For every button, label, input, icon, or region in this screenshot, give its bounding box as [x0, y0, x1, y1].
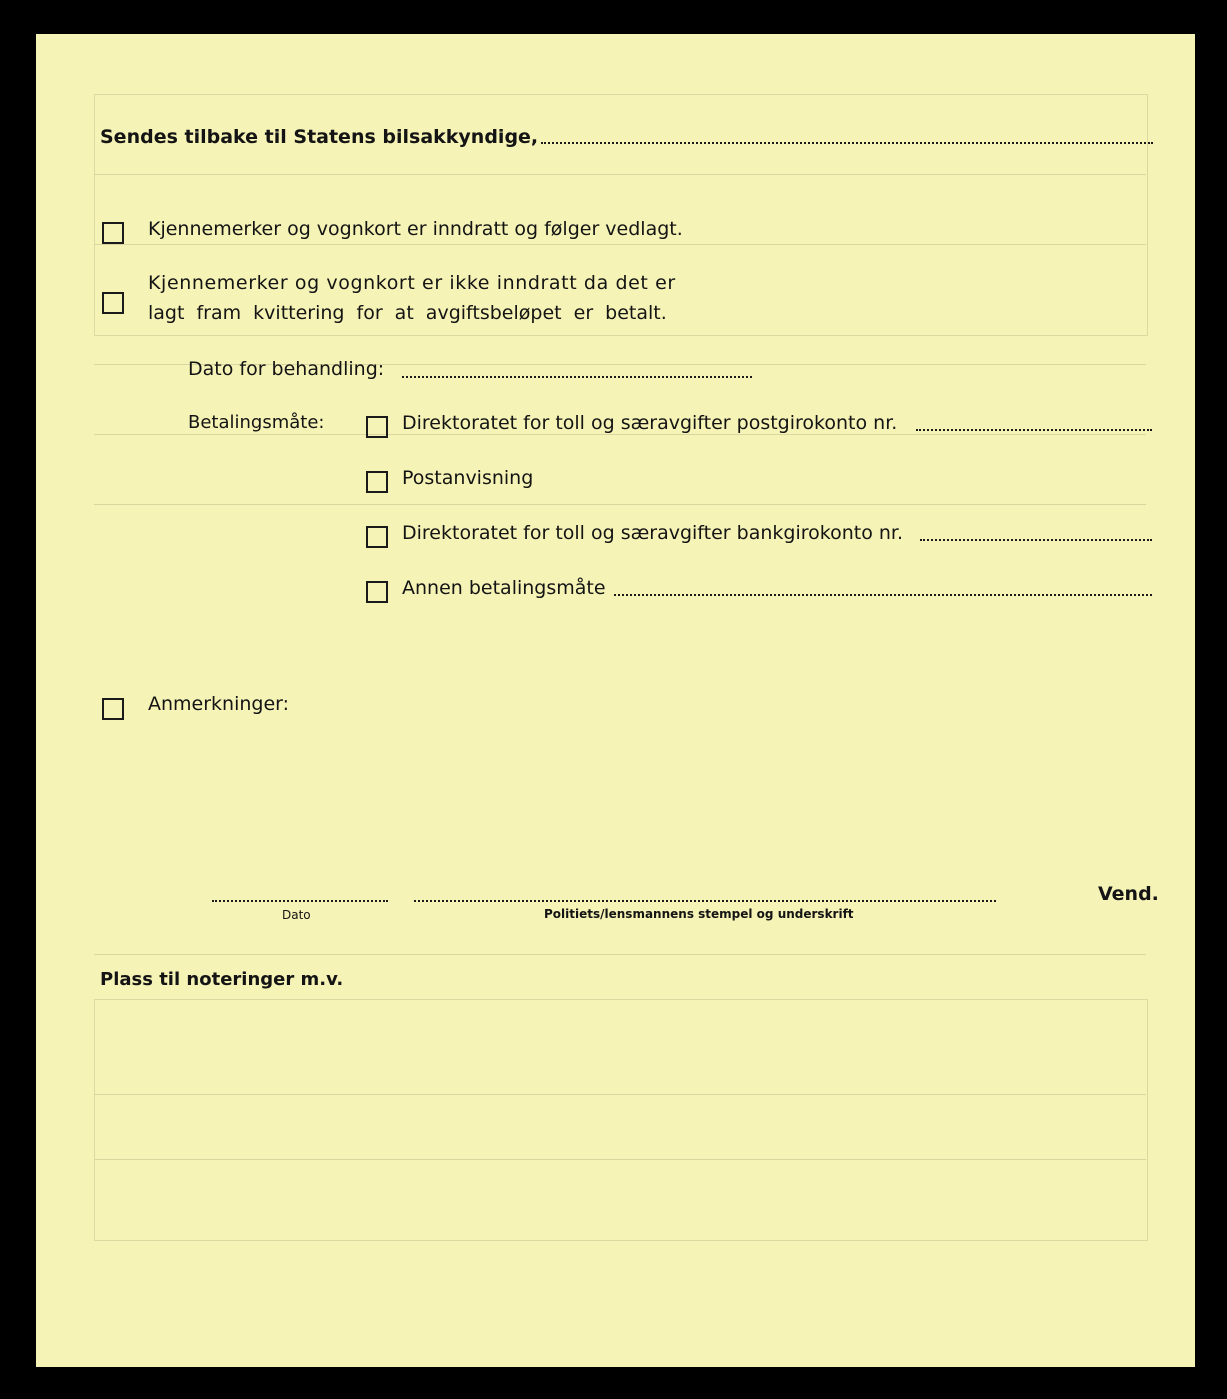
remarks-checkbox[interactable]: [102, 698, 124, 720]
date-input-line[interactable]: [402, 376, 752, 378]
ghost-row-line: [94, 1094, 1146, 1095]
date-label: Dato for behandling:: [188, 358, 385, 380]
remarks-label: Anmerkninger:: [148, 693, 290, 715]
ghost-row-line: [94, 244, 1146, 245]
form-title: Sendes tilbake til Statens bilsakkyndige,: [100, 126, 539, 148]
returned-label: Kjennemerker og vognkort er inndratt og følger vedlagt.: [148, 218, 683, 240]
not-returned-checkbox[interactable]: [102, 292, 124, 314]
postgiro-account-line[interactable]: [916, 429, 1152, 431]
ghost-row-line: [94, 174, 1146, 175]
not-returned-label-line1: Kjennemerker og vognkort er ikke inndratt da det er: [148, 272, 676, 294]
other-payment-line[interactable]: [614, 594, 1152, 596]
postanvisning-label: Postanvisning: [402, 467, 534, 489]
title-fill-line: [541, 142, 1153, 144]
bankgiro-label: Direktoratet for toll og særavgifter bankgirokonto nr.: [402, 522, 904, 544]
signature-date-label: Dato: [282, 908, 311, 922]
signature-stamp-line[interactable]: [414, 900, 996, 902]
signature-stamp-label: Politiets/lensmannens stempel og underskrift: [544, 907, 854, 921]
not-returned-label-line2: lagt fram kvittering for at avgiftsbeløpet er betalt.: [148, 302, 667, 324]
other-payment-checkbox[interactable]: [366, 581, 388, 603]
postgiro-checkbox[interactable]: [366, 416, 388, 438]
bankgiro-checkbox[interactable]: [366, 526, 388, 548]
other-payment-label: Annen betalingsmåte: [402, 577, 606, 599]
ghost-row-line: [94, 1159, 1146, 1160]
ghost-row-line: [94, 504, 1146, 505]
postgiro-label: Direktoratet for toll og særavgifter postgirokonto nr.: [402, 412, 898, 434]
notes-label: Plass til noteringer m.v.: [100, 969, 344, 990]
ghost-table-bottom: [94, 999, 1148, 1241]
signature-date-line[interactable]: [212, 900, 388, 902]
returned-checkbox[interactable]: [102, 222, 124, 244]
turn-over-label: Vend.: [1098, 883, 1159, 905]
form-sheet: [36, 34, 1195, 1367]
postanvisning-checkbox[interactable]: [366, 471, 388, 493]
ghost-row-line: [94, 434, 1146, 435]
payment-label: Betalingsmåte:: [188, 412, 325, 433]
ghost-row-line: [94, 954, 1146, 955]
bankgiro-account-line[interactable]: [920, 539, 1152, 541]
